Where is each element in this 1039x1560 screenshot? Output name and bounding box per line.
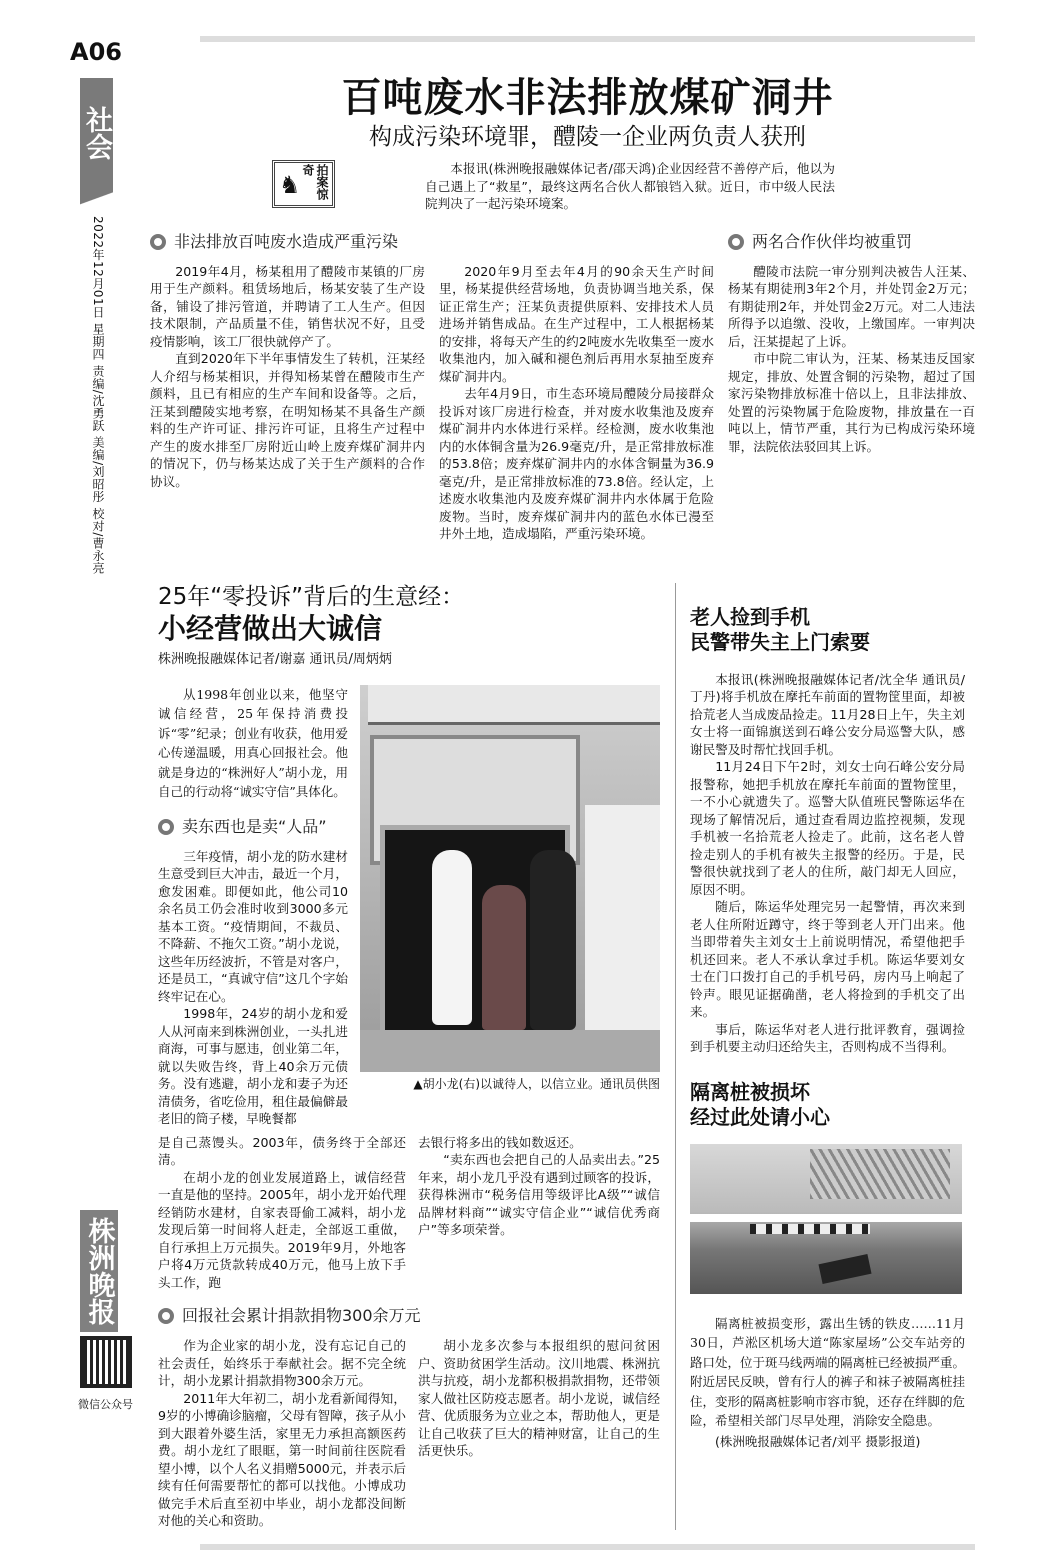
top-rule <box>200 36 975 42</box>
lead-paragraph <box>425 160 835 213</box>
section-label: 社会 <box>80 78 113 188</box>
paragraph: 醴陵市法院一审分别判决被告人汪某、杨某有期徒刑3年2个月，并处罚金2万元；有期徒刑2年，并处罚金2万元。对二人违法所得予以追缴、没收，上缴国库。一审判决后，汪某提起了上诉。 <box>728 263 975 349</box>
lead-row <box>272 160 975 213</box>
article-1-columns <box>150 223 975 543</box>
section-heading <box>158 816 348 838</box>
article-body <box>690 671 965 1056</box>
paragraph: 事后，陈运华对老人进行批评教育，强调捡到手机要主动归还给失主，否则构成不当得利。 <box>690 1021 965 1054</box>
article-title: 小经营做出大诚信 <box>158 611 383 645</box>
ring-icon <box>150 234 166 250</box>
section-heading <box>150 231 425 253</box>
text: 隔离桩被损坏 <box>690 1079 810 1104</box>
lower-section <box>150 583 975 1530</box>
column-divider <box>675 583 676 1530</box>
photo-caption: ▲胡小龙(右)以诚待人，以信立业。通讯员供图 <box>413 1076 660 1091</box>
photo-block <box>360 685 660 1093</box>
article-body <box>439 223 714 543</box>
page-content <box>150 36 975 1560</box>
photo-caption <box>690 1314 965 1431</box>
qr-code[interactable] <box>80 1336 132 1388</box>
ring-icon <box>728 234 744 250</box>
article-body <box>158 1134 406 1292</box>
ring-icon <box>158 1308 174 1324</box>
article-body <box>158 685 348 1128</box>
bottom-rule <box>200 1544 975 1550</box>
newspaper-logo: 株洲晚报 <box>80 1210 118 1332</box>
text: 回报社会累计捐款捐物300余万元 <box>182 1306 421 1325</box>
right-column <box>690 583 965 1530</box>
paragraph: “卖东西也会把自己的人品卖出去。”25年来，胡小龙几乎没有遇到过顾客的投诉，获得株洲市“税务信用等级评比A级”“诚信品牌材料商”“诚实守信企业”“诚信优秀商户”等多项荣誉。 <box>418 1152 660 1237</box>
paragraph: 2020年9月至去年4月的90余天生产时间里，杨某提供经营场地，负责协调当地关系，保证正常生产；汪某负责提供原料、安排技术人员进场并销售成品。在生产过程中，工人根据杨某的安排，将每天产生的约2吨废水先收集至一废水收集池内，加入碱和褪色剂后再用水泵抽至废弃煤矿洞井内。 <box>439 263 714 384</box>
paragraph: 三年疫情，胡小龙的防水建材生意受到巨大冲击，最近一个月，愈发困难。即便如此，他公司10余名员工仍会准时收到3000多元基本工资。“疫情期间，不裁员、不降薪、不拖欠工资。”胡小龙说，这些年历经波折，不管是对客户，还是员工，“真诚守信”这几个字始终牢记在心。 <box>158 848 348 1004</box>
article-body <box>158 1337 406 1530</box>
paragraph: 市中院二审认为，汪某、杨某违反国家规定，排放、处置含铜的污染物，超过了国家污染物排放标准十倍以上，且非法排放、处置的污染物属于危险废物，排放量在一百吨以上，情节严重，其行为已构成污染环境罪，法院依法驳回其上诉。 <box>728 351 975 454</box>
subheadline: 构成污染环境罪，醴陵一企业两负责人获刑 <box>369 124 806 150</box>
paragraph: 本报讯(株洲晚报融媒体记者/邵天鸿)企业因经营不善停产后，他以为自己遇上了“救星”，最终这两名合伙人都锒铛入狱。近日，市中级人民法院判决了一起污染环境案。 <box>425 161 835 211</box>
text: 经过此处请小心 <box>690 1104 830 1129</box>
article-body <box>150 223 425 491</box>
text: 卖东西也是卖“人品” <box>182 816 327 836</box>
section-heading <box>728 231 975 253</box>
headline: 百吨废水非法排放煤矿洞井 <box>341 75 834 121</box>
qr-label: 微信公众号 <box>78 1398 133 1411</box>
article-body <box>418 1337 660 1460</box>
text: 非法排放百吨废水造成严重污染 <box>174 231 399 251</box>
paragraph: 去银行将多出的钱如数返还。 <box>418 1134 582 1150</box>
column-stamp <box>272 160 335 208</box>
text: 两名合作伙伴均被重罚 <box>752 231 913 251</box>
article-title <box>690 1080 965 1130</box>
photo-shop-owner <box>360 685 660 1072</box>
horse-icon: ♞ <box>279 171 301 199</box>
photo-damaged-bollard <box>690 1144 962 1294</box>
paragraph: 作为企业家的胡小龙，没有忘记自己的社会责任，始终乐于奉献社会。据不完全统计，胡小龙累计捐款捐物300余万元。 <box>158 1338 406 1388</box>
dateline: 2022年12月01日 星期四 责编/沈勇跃 美编/刘昭彤 校对/曹永亮 <box>91 216 105 575</box>
paragraph: 本报讯(株洲晚报融媒体记者/沈全华 通讯员/丁丹)将手机放在摩托车前面的置物筐里面，却被拾荒老人当成废品捡走。11月28日上午，失主刘女士将一面锦旗送到石峰公安分局巡警大队，感谢民警及时帮忙找回手机。 <box>690 671 965 757</box>
paragraph: 2019年4月，杨某租用了醴陵市某镇的厂房用于生产颜料。租赁场地后，杨某安装了生产设备，铺设了排污管道，并聘请了工人生产。但因技术限制，产品质量不佳，销售状况不好，且受疫情影响，该工厂很快就停产了。 <box>150 263 425 349</box>
article-body <box>418 1134 660 1239</box>
paragraph: 隔离桩被损变形，露出生锈的铁皮……11月30日，芦淞区机场大道“陈家屋场”公交车站旁的路口处，位于斑马线两端的隔离桩已经被损严重。附近居民反映，曾有行人的裤子和袜子被隔离桩挂住，变形的隔离桩影响市容市貌，还存在绊脚的危险，希望相关部门尽早处理，消除安全隐患。 <box>690 1315 966 1428</box>
article-title <box>690 605 965 655</box>
page-number: A06 <box>70 38 122 66</box>
section-heading <box>158 1305 660 1327</box>
paragraph: 随后，陈运华处理完另一起警情，再次来到老人住所附近蹲守，终于等到老人开门出来。他当即带着失主刘女士上前说明情况，希望他把手机还回来。老人不承认拿过手机。陈运华要刘女士在门口拨打自己的手机号码，房内马上响起了铃声。眼见证据确凿，老人将捡到的手机交了出来。 <box>690 899 965 1019</box>
byline: 株洲晚报融媒体记者/谢嘉 通讯员/周炳炳 <box>158 651 392 667</box>
paragraph: 1998年，24岁的胡小龙和爱人从河南来到株洲创业，一头扎进商海，可事与愿违，创业第二年，就以失败告终，背上40余万元债务。没有逃避，胡小龙和妻子为还清债务，省吃俭用，租住最偏僻最老旧的筒子楼，早晚餐都 <box>158 1006 348 1126</box>
paragraph: 直到2020年下半年事情发生了转机，汪某经人介绍与杨某相识，并得知杨某曾在醴陵市生产颜料，且已有相应的生产车间和设备等。之后，汪某到醴陵实地考察，在明知杨某不具备生产颜料的生产许可证、排污许可证，且将生产过程中产生的废水排至厂房附近山岭上废弃煤矿洞井内的情况下，仍与杨某达成了关于生产颜料的合作协议。 <box>150 351 425 489</box>
paragraph: 11月24日下午2时，刘女士向石峰公安分局报警称，她把手机放在摩托车前面的置物筐里，一不小心就遗失了。巡警大队值班民警陈运华在现场了解情况后，通过查看周边监控视频，发现手机被一名拾荒老人捡走了。此前，这名老人曾捡走别人的手机有被失主报警的经历。于是，民警很快就找到了老人的住所，敲门却无人回应，原因不明。 <box>690 759 965 897</box>
kicker: 25年“零投诉”背后的生意经： <box>158 583 465 610</box>
article-body <box>728 223 975 456</box>
article-2 <box>150 583 660 1530</box>
ring-icon <box>158 819 174 835</box>
text: 老人捡到手机 <box>690 604 810 629</box>
paragraph: 在胡小龙的创业发展道路上，诚信经营一直是他的坚持。2005年，胡小龙开始代理经销防水建材，自家表哥偷工减料，胡小龙发现后第一时间将人赶走，全部返工重做，自行承担上万元损失。2019年9月，外地客户将4万元货款转成40万元，他马上放下手头工作，跑 <box>158 1169 406 1290</box>
paragraph: 胡小龙多次参与本报组织的慰问贫困户、资助贫困学生活动。汶川地震、株洲抗洪与抗疫，胡小龙都积极捐款捐物，还带领家人做社区防疫志愿者。胡小龙说，诚信经营、优质服务为立业之本，帮助他人，更是让自己收获了巨大的精神财富，让自己的生活更快乐。 <box>418 1338 660 1458</box>
intro <box>158 685 348 802</box>
paragraph: 从1998年创业以来，他坚守诚信经营，25年保持消费投诉“零”纪录；创业有收获，他用爱心传递温暖，用真心回报社会。他就是身边的“株洲好人”胡小龙，用自己的行动将“诚实守信”具体化。 <box>158 686 348 799</box>
article-2-mid-row <box>158 1134 660 1292</box>
paragraph: 去年4月9日，市生态环境局醴陵分局接群众投诉对该厂房进行检查，并对废水收集池及废弃煤矿洞井内水体进行采样。经检测，废水收集池内的水体铜含量为26.9毫克/升，是正常排放标准的53.8倍；废弃煤矿洞井内的水体含铜量为36.9毫克/升，是正常排放标准的73.8倍。经认定，上述废水收集池内及废弃煤矿洞井内水体属于危险废物。当时，废弃煤矿洞井内的蓝色水体已漫至井外土地，造成塌陷，严重污染环境。 <box>439 386 714 541</box>
article-2-top-row <box>158 685 660 1128</box>
section-tab-corner <box>80 186 113 210</box>
photo-credit: (株洲晚报融媒体记者/刘平 摄影报道) <box>715 1433 921 1449</box>
stamp-text: 拍案惊奇 <box>301 164 329 200</box>
paragraph: 2011年大年初二，胡小龙看新闻得知，9岁的小博确诊脑瘤，父母有智障，孩子从小到大跟着外婆生活，家里无力承担高额医药费。胡小龙红了眼眶，第一时间前往医院看望小博，以个人名义捐赠5000元，并表示后续有任何需要帮忙的都可以找他。小博成功做完手术后直至初中毕业，胡小龙都没间断对他的关心和资助。 <box>158 1390 406 1528</box>
text: 民警带失主上门索要 <box>690 629 870 654</box>
paragraph: 是自己蒸馒头。2003年，债务终于全部还清。 <box>158 1134 406 1167</box>
article-2-bottom-row <box>158 1337 660 1530</box>
